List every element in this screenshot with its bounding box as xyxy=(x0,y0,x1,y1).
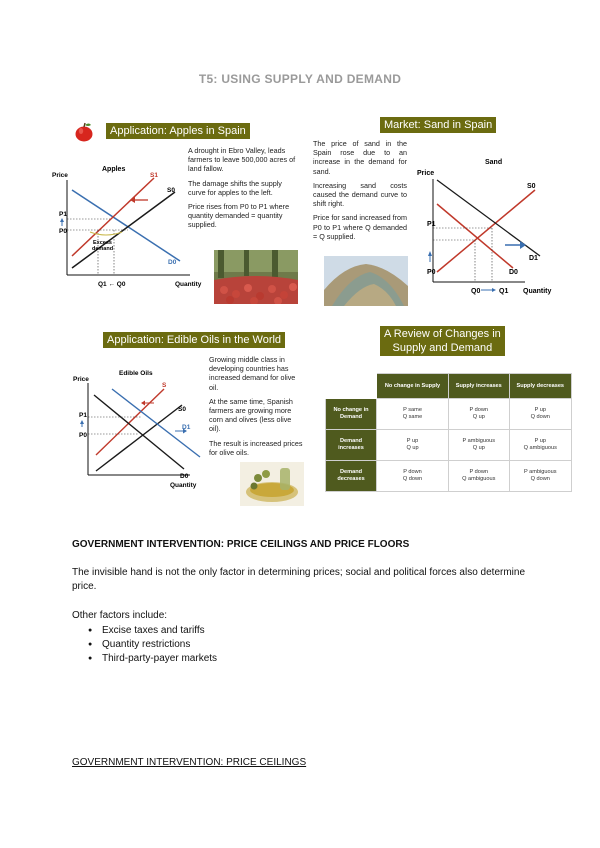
sand-label-q1: Q1 xyxy=(499,288,509,295)
apples-label-s1: S1 xyxy=(150,172,158,179)
review-cell: P down Q down xyxy=(377,461,449,492)
oils-chart xyxy=(72,365,212,490)
apples-excess-line1: Excess xyxy=(93,240,112,246)
sand-supply-s0 xyxy=(437,190,535,272)
apples-excess-line2: demand xyxy=(92,246,114,252)
sand-label-p1: P1 xyxy=(427,221,436,228)
section1-list xyxy=(72,624,217,666)
review-banner-line2: Supply and Demand xyxy=(392,342,493,354)
oils-label-p0: P0 xyxy=(79,432,87,439)
sand-label-q0: Q0 xyxy=(471,288,481,295)
review-cell: P up Q ambiguous xyxy=(509,430,571,461)
list-item: ● Third-party-payer markets xyxy=(88,652,217,666)
apples-notes xyxy=(188,146,296,235)
review-row-label: Demand decreases xyxy=(326,461,377,492)
sand-label-s0: S0 xyxy=(527,183,536,190)
apples-supply-s0 xyxy=(72,192,175,268)
oils-label-d0: D0 xyxy=(180,473,189,480)
review-cell: P down Q ambiguous xyxy=(449,461,510,492)
sand-photo xyxy=(324,256,408,306)
oils-photo xyxy=(240,462,304,506)
apples-label-s0: S0 xyxy=(167,187,175,194)
apples-note-3: Price rises from P0 to P1 where quantity demanded = quantity supplied. xyxy=(188,202,290,230)
oils-note-3: The result is increased prices for olive oils. xyxy=(209,438,303,457)
sand-note-2: Increasing sand costs caused the demand curve to shift right. xyxy=(313,180,407,209)
section1-list-intro: Other factors include: xyxy=(72,610,168,621)
sand-label-d1: D1 xyxy=(529,255,538,262)
apples-note-1: A drought in Ebro Valley, leads farmers to leave 500,000 acres of land fallow. xyxy=(188,146,296,174)
apples-banner: Application: Apples in Spain xyxy=(106,123,250,139)
oils-supply-s0 xyxy=(96,405,182,471)
oils-axis-price: Price xyxy=(73,376,89,383)
apples-label-p1: P1 xyxy=(59,211,67,218)
sand-notes xyxy=(313,139,407,246)
oils-label-p1: P1 xyxy=(79,412,87,419)
oils-note-1: Growing middle class in developing countries has increased demand for olive oil. xyxy=(209,355,296,392)
oils-axis-quantity: Quantity xyxy=(170,482,197,489)
sand-chart xyxy=(415,152,565,297)
section1-paragraph: The invisible hand is not the only factor in determining prices; social and political forces also determine price. xyxy=(72,567,526,592)
review-header-supply-increases: Supply increases xyxy=(449,374,510,399)
review-row-no-change-demand xyxy=(326,399,572,430)
review-cell: P up Q down xyxy=(509,399,571,430)
section2-heading: GOVERNMENT INTERVENTION: PRICE CEILINGS xyxy=(72,757,307,768)
apples-label-q: Q1 ← Q0 xyxy=(98,281,126,288)
review-cell: P ambiguous Q up xyxy=(449,430,510,461)
apple-icon xyxy=(73,121,95,143)
sand-label-d0: D0 xyxy=(509,269,518,276)
review-banner-line1: A Review of Changes in xyxy=(384,328,501,340)
oils-label-d1: D1 xyxy=(182,424,191,431)
apples-label-p0: P0 xyxy=(59,228,67,235)
review-header-no-change: No change in Supply xyxy=(377,374,449,399)
review-table xyxy=(325,373,572,492)
oils-demand-d0 xyxy=(94,395,184,469)
review-header-corner xyxy=(326,374,377,399)
review-header-row xyxy=(326,374,572,399)
review-header-supply-decreases: Supply decreases xyxy=(509,374,571,399)
oils-notes xyxy=(209,355,303,462)
sand-axis-quantity: Quantity xyxy=(523,288,552,295)
oils-label-s: S xyxy=(162,382,167,389)
page-title: T5: USING SUPPLY AND DEMAND xyxy=(198,72,402,86)
apples-axis-quantity: Quantity xyxy=(175,281,202,288)
oils-chart-title: Edible Oils xyxy=(119,370,153,377)
review-cell: P same Q same xyxy=(377,399,449,430)
review-row-demand-decreases xyxy=(326,461,572,492)
sand-axis-price: Price xyxy=(417,170,435,177)
review-row-label: No change in Demand xyxy=(326,399,377,430)
review-cell: P down Q up xyxy=(449,399,510,430)
sand-chart-title: Sand xyxy=(485,159,503,166)
apples-axis-price: Price xyxy=(52,172,68,179)
apples-label-d0: D0 xyxy=(168,259,177,266)
oils-note-2: At the same time, Spanish farmers are growing more corn and olives (less olive oil). xyxy=(209,396,293,434)
sand-note-1: The price of sand in the Spain rose due to an increase in the demand for sand. xyxy=(313,139,407,176)
review-banner xyxy=(380,326,505,356)
review-cell: P ambiguous Q down xyxy=(509,461,571,492)
oils-banner: Application: Edible Oils in the World xyxy=(103,332,285,348)
section1-heading: GOVERNMENT INTERVENTION: PRICE CEILINGS AND PRICE FLOORS xyxy=(72,539,410,550)
oils-label-s0: S0 xyxy=(178,406,186,413)
review-row-demand-increases xyxy=(326,430,572,461)
review-cell: P up Q up xyxy=(377,430,449,461)
list-item: ● Quantity restrictions xyxy=(88,638,217,652)
apples-photo xyxy=(214,250,298,304)
list-item: ● Excise taxes and tariffs xyxy=(88,624,217,638)
review-row-label: Demand increases xyxy=(326,430,377,461)
apples-note-2: The damage shifts the supply curve for apples to the left. xyxy=(188,178,282,197)
sand-note-3: Price for sand increased from P0 to P1 where Q demanded = Q supplied. xyxy=(313,213,407,241)
apples-chart-title: Apples xyxy=(102,166,126,173)
sand-banner: Market: Sand in Spain xyxy=(380,117,496,133)
sand-label-p0: P0 xyxy=(427,269,436,276)
